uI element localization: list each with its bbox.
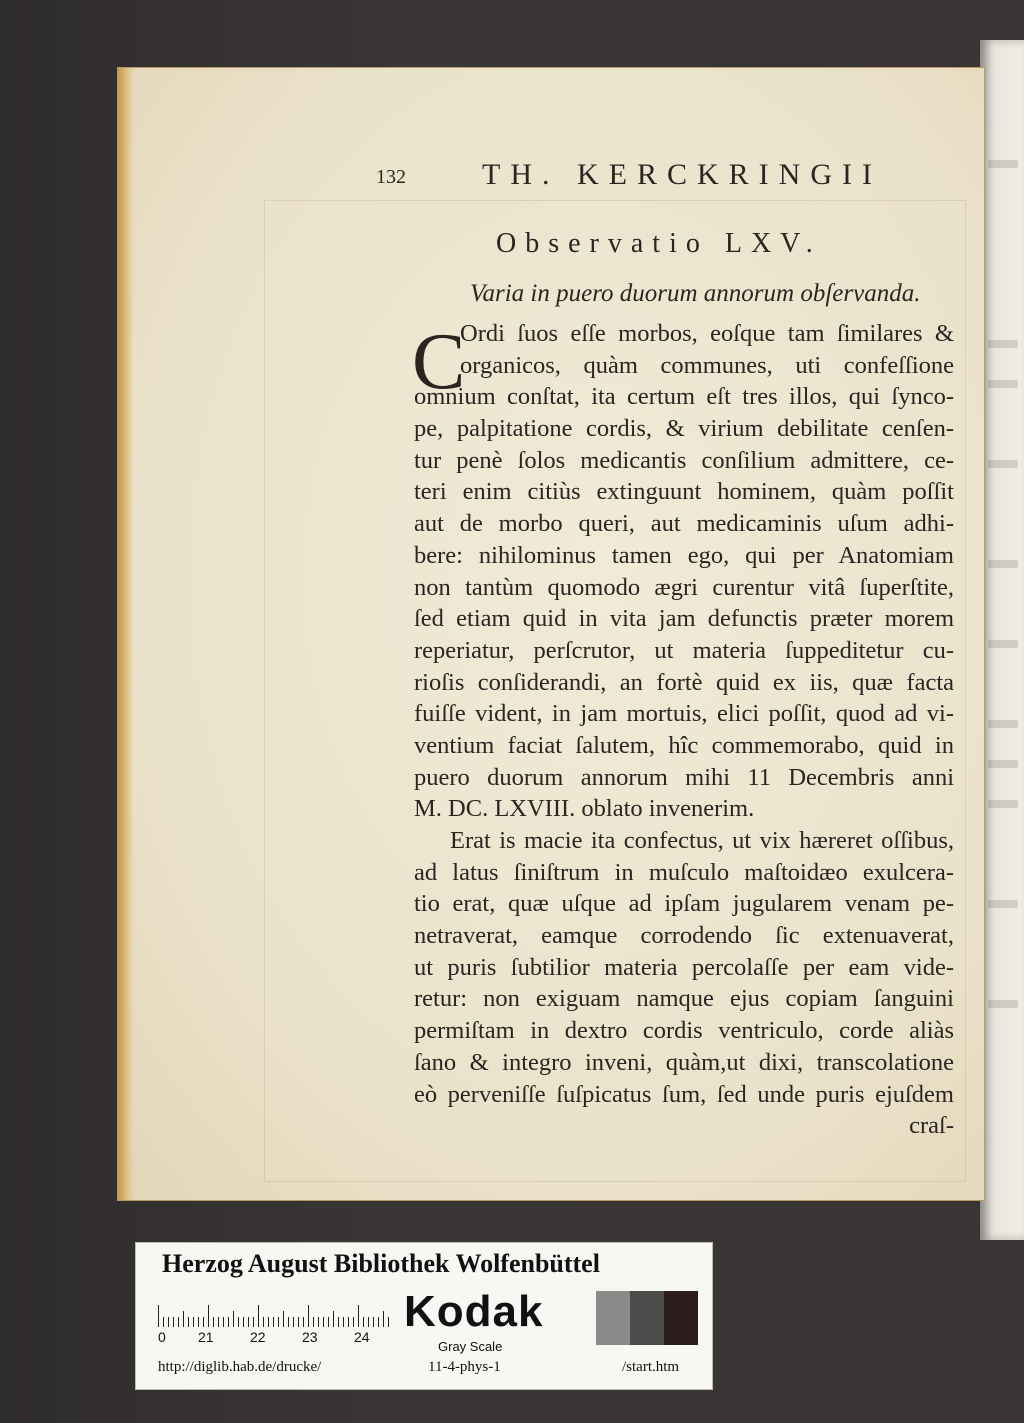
ruler-tick <box>263 1317 264 1327</box>
ruler-tick <box>288 1317 289 1327</box>
ruler-tick <box>158 1305 159 1327</box>
ruler-tick <box>323 1317 324 1327</box>
gray-swatch <box>630 1291 664 1345</box>
running-head-title: TH. KERCKRINGII <box>482 158 882 191</box>
gray-swatch <box>596 1291 630 1345</box>
ruler-tick <box>173 1317 174 1327</box>
ruler-tick <box>248 1317 249 1327</box>
running-head <box>372 158 952 198</box>
text-line: tio erat, quæ uſque ad ipſam jugularem venam pe- <box>414 890 954 918</box>
ruler-label: 0 <box>158 1329 166 1345</box>
adjacent-page-edge <box>980 40 1024 1240</box>
ruler-tick <box>353 1317 354 1327</box>
ruler-tick <box>368 1317 369 1327</box>
ruler-label: 22 <box>250 1329 266 1345</box>
ruler-tick <box>253 1317 254 1327</box>
text-line: tur penè ſolos medicantis conſilium admittere, ce- <box>414 446 954 474</box>
ruler-tick <box>283 1311 284 1327</box>
text-line: eò perveniſſe ſuſpicatus ſum, ſed unde puris ejuſdem <box>414 1080 954 1108</box>
ruler-tick <box>313 1317 314 1327</box>
ruler-tick <box>163 1317 164 1327</box>
text-line: omnium conſtat, ita certum eſt tres illos, qui ſynco- <box>414 383 954 411</box>
catchword: craſ- <box>909 1112 954 1140</box>
ruler-tick <box>178 1317 179 1327</box>
ruler-tick <box>303 1317 304 1327</box>
observation-subtitle: Varia in puero duorum annorum obſervanda. <box>470 280 921 307</box>
body-text <box>414 318 954 1142</box>
ruler-tick <box>298 1317 299 1327</box>
ruler-tick <box>228 1317 229 1327</box>
text-line: ventium faciat ſalutem, hîc commemorabo, quid in <box>414 731 954 759</box>
ruler-tick <box>268 1317 269 1327</box>
observation-title: Observatio LXV. <box>496 228 822 259</box>
ruler-tick <box>363 1317 364 1327</box>
text-line: retur: non exiguam namque ejus copiam ſanguini <box>414 985 954 1013</box>
ruler-tick <box>213 1317 214 1327</box>
text-line: pe, palpitatione cordis, & virium debilitate cenſen- <box>414 415 954 443</box>
text-line: Erat is macie ita confectus, ut vix hæreret oſſibus, <box>450 827 954 854</box>
ruler-tick <box>328 1317 329 1327</box>
text-line: ad latus ſiniſtrum in muſculo maſtoidæo exulcera- <box>414 858 954 886</box>
ruler-tick <box>308 1305 309 1327</box>
text-line: aut de morbo queri, aut medicaminis uſum adhi- <box>414 510 954 538</box>
ruler-tick <box>183 1311 184 1327</box>
text-line: M. DC. LXVIII. oblato invenerim. <box>414 795 755 823</box>
text-line: permiſtam in dextro cordis ventriculo, corde aliàs <box>414 1017 954 1045</box>
ruler-label: 21 <box>198 1329 214 1345</box>
ruler-tick <box>218 1317 219 1327</box>
gray-swatches <box>596 1291 698 1345</box>
gray-scale-label: Gray Scale <box>438 1339 503 1354</box>
ruler-tick <box>338 1317 339 1327</box>
scale-ruler <box>158 1295 390 1345</box>
ruler-tick <box>373 1317 374 1327</box>
page-gilt-edge <box>118 68 134 1200</box>
text-line: teri enim citiùs extinguunt hominem, quàm poſſit <box>414 478 954 506</box>
text-line: fuiſſe vident, in jam mortuis, elici poſſit, quod ad vi- <box>414 700 954 728</box>
ruler-tick <box>258 1305 259 1327</box>
ruler-tick <box>383 1311 384 1327</box>
ruler-tick <box>343 1317 344 1327</box>
page-number: 132 <box>376 166 406 188</box>
url-right: /start.htm <box>622 1359 680 1375</box>
ruler-tick <box>348 1317 349 1327</box>
text-line: rioſis conſiderandi, an fortè quid ex iis, quæ facta <box>414 668 954 696</box>
ruler-tick <box>238 1317 239 1327</box>
text-line: non tantùm quomodo ægri curentur vitâ ſuperſtite, <box>414 573 954 601</box>
ruler-tick <box>378 1317 379 1327</box>
ruler-tick <box>188 1317 189 1327</box>
drop-cap: C <box>412 318 466 406</box>
url-left: http://diglib.hab.de/drucke/ <box>158 1359 322 1375</box>
text-line: ut puris ſubtilior materia percolaſſe per eam vide- <box>414 953 954 981</box>
kodak-logo: Kodak <box>404 1287 544 1336</box>
ruler-tick <box>198 1317 199 1327</box>
text-line: netraverat, eamque corrodendo ſic extenuaverat, <box>414 922 954 950</box>
ruler-tick <box>333 1311 334 1327</box>
url-mid: 11-4-phys-1 <box>428 1359 501 1375</box>
ruler-tick <box>203 1317 204 1327</box>
ruler-tick <box>223 1317 224 1327</box>
text-line: reperiatur, perſcrutor, ut materia ſuppeditetur cu- <box>414 636 954 664</box>
text-line: ſed etiam quid in vita jam defunctis præter morem <box>414 605 954 633</box>
ruler-label: 24 <box>354 1329 370 1345</box>
ruler-tick <box>193 1317 194 1327</box>
library-name: Herzog August Bibliothek Wolfenbüttel <box>162 1249 600 1278</box>
ruler-tick <box>293 1317 294 1327</box>
ruler-tick <box>388 1317 389 1327</box>
ruler-tick <box>278 1317 279 1327</box>
text-line: bere: nihilominus tamen ego, qui per Anatomiam <box>414 541 954 569</box>
text-line: Ordi ſuos eſſe morbos, eoſque tam ſimilares & <box>460 320 954 347</box>
color-target-card <box>135 1242 713 1390</box>
text-line: ſano & integro inveni, quàm,ut dixi, transcolatione <box>414 1048 954 1076</box>
gray-swatch <box>664 1291 698 1345</box>
ruler-tick <box>208 1305 209 1327</box>
ruler-label: 23 <box>302 1329 318 1345</box>
ruler-tick <box>273 1317 274 1327</box>
ruler-tick <box>233 1311 234 1327</box>
ruler-tick <box>318 1317 319 1327</box>
ruler-tick <box>358 1305 359 1327</box>
text-line: organicos, quàm communes, uti confeſſione <box>460 351 954 379</box>
text-line: puero duorum annorum mihi 11 Decembris anni <box>414 763 954 791</box>
ruler-tick <box>168 1317 169 1327</box>
ruler-tick <box>243 1317 244 1327</box>
